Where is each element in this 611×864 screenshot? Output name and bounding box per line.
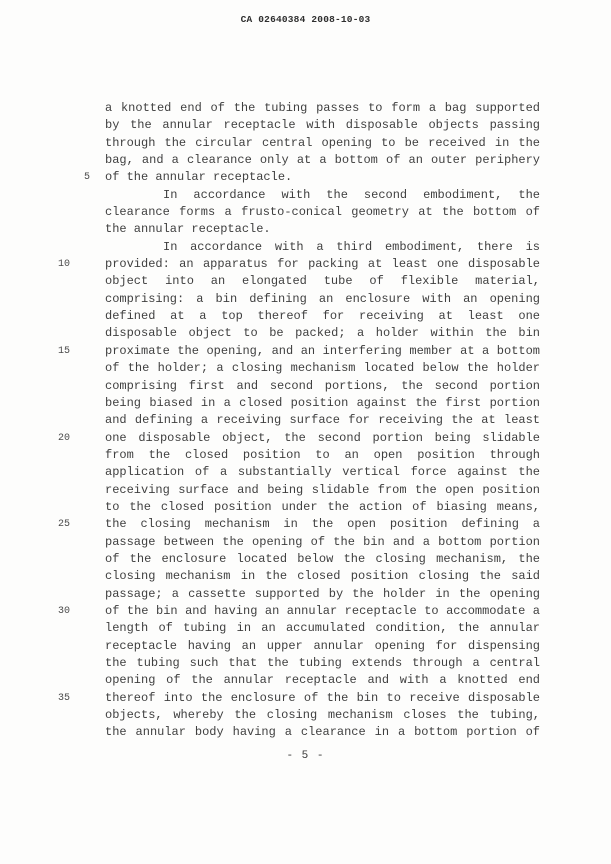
line-text: opening of the annular receptacle and with a knotted end	[105, 673, 540, 688]
document-header: CA 02640384 2008-10-03	[240, 14, 371, 25]
text-line	[105, 308, 540, 325]
line-text: receptacle having an upper annular opening for dispensing	[105, 638, 540, 653]
line-text: the annular receptacle.	[105, 222, 271, 237]
line-text: one disposable object, the second portion being slidable	[105, 430, 540, 445]
line-text: a knotted end of the tubing passes to form a bag supported	[105, 101, 540, 115]
text-line	[105, 378, 540, 395]
line-text: closing mechanism in the closed position closing the said	[105, 569, 540, 584]
line-text: provided: an apparatus for packing at least one disposable	[105, 257, 540, 272]
text-line	[105, 117, 540, 134]
line-text: comprising: a bin defining an enclosure with an opening	[105, 291, 540, 306]
text-line	[105, 152, 540, 169]
line-text: objects, whereby the closing mechanism closes the tubing,	[105, 708, 540, 723]
line-number: 10	[58, 259, 71, 271]
text-line	[58, 516, 540, 533]
text-line	[105, 204, 540, 221]
text-line	[105, 135, 540, 152]
line-number: 35	[58, 692, 71, 704]
line-text: defined at a top thereof for receiving at least one	[105, 309, 540, 324]
text-line	[83, 169, 540, 186]
line-text: clearance forms a frusto-conical geometry at the bottom of	[105, 205, 540, 220]
line-text: receiving surface and being slidable from the open position	[105, 482, 540, 497]
line-text: of the annular receptacle.	[105, 170, 293, 185]
line-text: bag, and a clearance only at a bottom of an outer periphery	[105, 153, 540, 168]
text-line	[105, 187, 540, 204]
text-line	[105, 395, 540, 412]
line-text: application of a substantially vertical force against the	[105, 465, 540, 480]
line-text: passage between the opening of the bin and a bottom portion	[105, 534, 540, 549]
line-number: 30	[58, 605, 71, 617]
line-text: to the closed position under the action of biasing means,	[105, 499, 540, 514]
text-line	[105, 534, 540, 551]
line-text: of the enclosure located below the closing mechanism, the	[105, 551, 540, 566]
line-text: passage; a cassette supported by the holder in the opening	[105, 586, 540, 601]
text-line	[105, 638, 540, 655]
text-line	[105, 672, 540, 689]
text-line	[58, 430, 540, 447]
line-number: 20	[58, 432, 71, 444]
text-line	[105, 447, 540, 464]
line-text: of the bin and having an annular receptacle to accommodate a	[105, 603, 540, 618]
text-line	[58, 256, 540, 273]
line-text: from the closed position to an open position through	[105, 447, 540, 462]
line-text: being biased in a closed position against the first portion	[105, 395, 540, 410]
line-text: the closing mechanism in the open position defining a	[105, 517, 540, 532]
text-line	[58, 343, 540, 360]
line-text: the tubing such that the tubing extends through a central	[105, 656, 540, 670]
text-line	[105, 325, 540, 342]
line-text: the annular body having a clearance in a bottom portion of	[105, 725, 540, 740]
line-text: comprising first and second portions, the second portion	[105, 378, 540, 393]
text-line	[105, 707, 540, 724]
text-line	[105, 291, 540, 308]
text-line	[105, 568, 540, 585]
line-text: In accordance with a third embodiment, there is	[163, 239, 540, 254]
page-number: - 5 -	[286, 750, 325, 762]
line-number: 25	[58, 519, 71, 531]
text-line	[105, 499, 540, 516]
text-line	[105, 273, 540, 290]
text-line	[105, 360, 540, 377]
text-line	[105, 551, 540, 568]
text-line	[105, 239, 540, 256]
text-lines	[58, 100, 540, 742]
line-text: of the holder; a closing mechanism located below the holder	[105, 361, 540, 376]
text-line	[105, 100, 540, 117]
text-line	[105, 586, 540, 603]
text-line	[105, 724, 540, 741]
text-line	[105, 412, 540, 429]
text-line	[58, 603, 540, 620]
text-line	[105, 482, 540, 499]
text-line	[105, 655, 540, 672]
text-line	[58, 690, 540, 707]
line-number: 5	[83, 172, 90, 184]
line-text: by the annular receptacle with disposable objects passing	[105, 118, 540, 133]
line-number: 15	[58, 345, 71, 357]
line-text: disposable object to be packed; a holder within the bin	[105, 326, 540, 341]
text-line	[105, 464, 540, 481]
line-text: thereof into the enclosure of the bin to receive disposable	[105, 690, 540, 705]
line-text: proximate the opening, and an interfering member at a bottom	[105, 343, 540, 358]
line-text: object into an elongated tube of flexible material,	[105, 274, 540, 289]
text-line	[105, 620, 540, 637]
line-text: through the circular central opening to be received in the	[105, 135, 540, 150]
line-text: and defining a receiving surface for receiving the at least	[105, 413, 540, 428]
line-text: length of tubing in an accumulated condition, the annular	[105, 621, 540, 636]
line-text: In accordance with the second embodiment, the	[163, 187, 540, 202]
text-line	[105, 221, 540, 238]
